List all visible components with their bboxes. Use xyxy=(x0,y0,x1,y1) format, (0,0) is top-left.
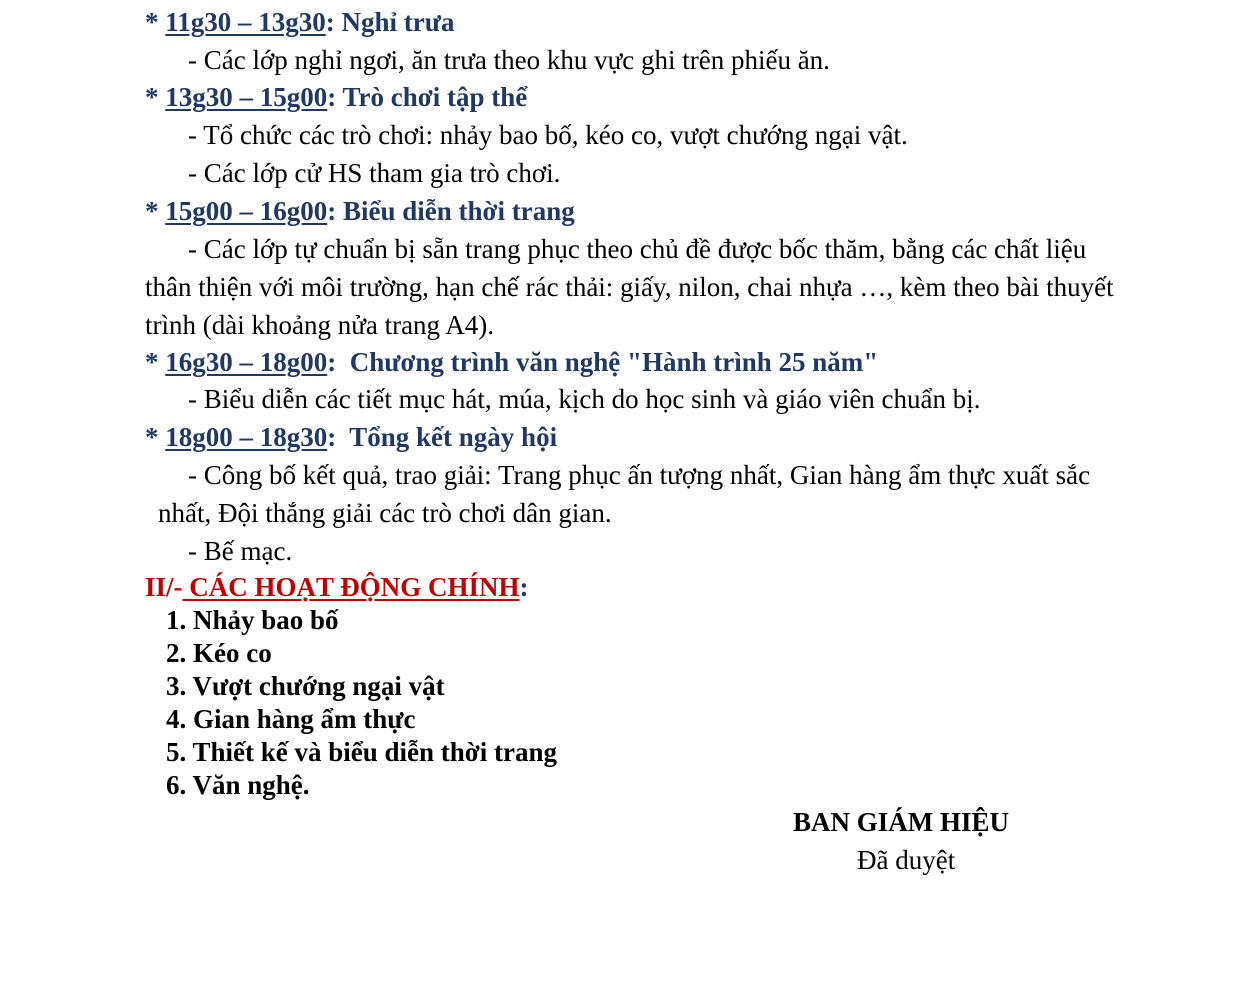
schedule-title: Trò chơi tập thể xyxy=(342,82,528,112)
schedule-line: - Các lớp cử HS tham gia trò chơi. xyxy=(188,158,561,188)
activity-item: 5. Thiết kế và biểu diễn thời trang xyxy=(166,737,557,767)
schedule-line: - Biểu diễn các tiết mục hát, múa, kịch do học sinh và giáo viên chuẩn bị. xyxy=(188,384,981,414)
schedule-time: 13g30 – 15g00 xyxy=(165,82,328,112)
section-title: CÁC HOẠT ĐỘNG CHÍNH xyxy=(189,572,520,602)
schedule-heading: * 11g30 – 13g30: Nghỉ trưa xyxy=(145,7,455,37)
schedule-line: trình (dài khoảng nửa trang A4). xyxy=(145,310,495,340)
schedule-line: - Các lớp nghỉ ngơi, ăn trưa theo khu vực ghi trên phiếu ăn. xyxy=(188,45,830,75)
schedule-heading: * 16g30 – 18g00: Chương trình văn nghệ "Hành trình 25 năm" xyxy=(145,347,879,377)
schedule-line: - Tổ chức các trò chơi: nhảy bao bố, kéo co, vượt chướng ngại vật. xyxy=(188,120,908,150)
schedule-time: 11g30 – 13g30 xyxy=(165,7,326,37)
schedule-line: - Bế mạc. xyxy=(188,536,293,566)
schedule-line: - Các lớp tự chuẩn bị sẵn trang phục theo chủ đề được bốc thăm, bằng các chất liệu xyxy=(188,234,1087,264)
schedule-heading: * 18g00 – 18g30: Tổng kết ngày hội xyxy=(145,422,558,452)
schedule-time: 18g00 – 18g30 xyxy=(165,422,328,452)
activity-item: 1. Nhảy bao bố xyxy=(166,605,339,635)
activity-item: 3. Vượt chướng ngại vật xyxy=(166,671,445,701)
schedule-line: - Công bố kết quả, trao giải: Trang phục ấn tượng nhất, Gian hàng ẩm thực xuất sắc xyxy=(188,460,1091,490)
signature-title: BAN GIÁM HIỆU xyxy=(793,807,1010,837)
schedule-line: nhất, Đội thắng giải các trò chơi dân gian. xyxy=(158,498,612,528)
activity-item: 2. Kéo co xyxy=(166,638,272,668)
signature-note: Đã duyệt xyxy=(857,845,956,875)
schedule-title: Tổng kết ngày hội xyxy=(349,422,558,452)
schedule-time: 15g00 – 16g00 xyxy=(165,196,328,226)
bullet-star: * xyxy=(145,347,166,377)
bullet-star: * xyxy=(145,196,166,226)
schedule-title: Nghỉ trưa xyxy=(341,7,455,37)
bullet-star: * xyxy=(145,82,166,112)
bullet-star: * xyxy=(145,422,166,452)
schedule-heading: * 13g30 – 15g00: Trò chơi tập thể xyxy=(145,82,528,112)
activity-item: 4. Gian hàng ẩm thực xyxy=(166,704,416,734)
activity-item: 6. Văn nghệ. xyxy=(166,770,310,800)
schedule-heading: * 15g00 – 16g00: Biểu diễn thời trang xyxy=(145,196,575,226)
schedule-line: thân thiện với môi trường, hạn chế rác thải: giấy, nilon, chai nhựa …, kèm theo bài thuyết xyxy=(145,272,1114,302)
schedule-title: Biểu diễn thời trang xyxy=(343,196,575,226)
bullet-star: * xyxy=(145,7,166,37)
schedule-title: Chương trình văn nghệ "Hành trình 25 năm" xyxy=(349,347,879,377)
schedule-time: 16g30 – 18g00 xyxy=(165,347,328,377)
section-suffix: : xyxy=(519,572,529,602)
section-heading xyxy=(145,568,529,606)
section-prefix: II/- xyxy=(145,572,183,602)
